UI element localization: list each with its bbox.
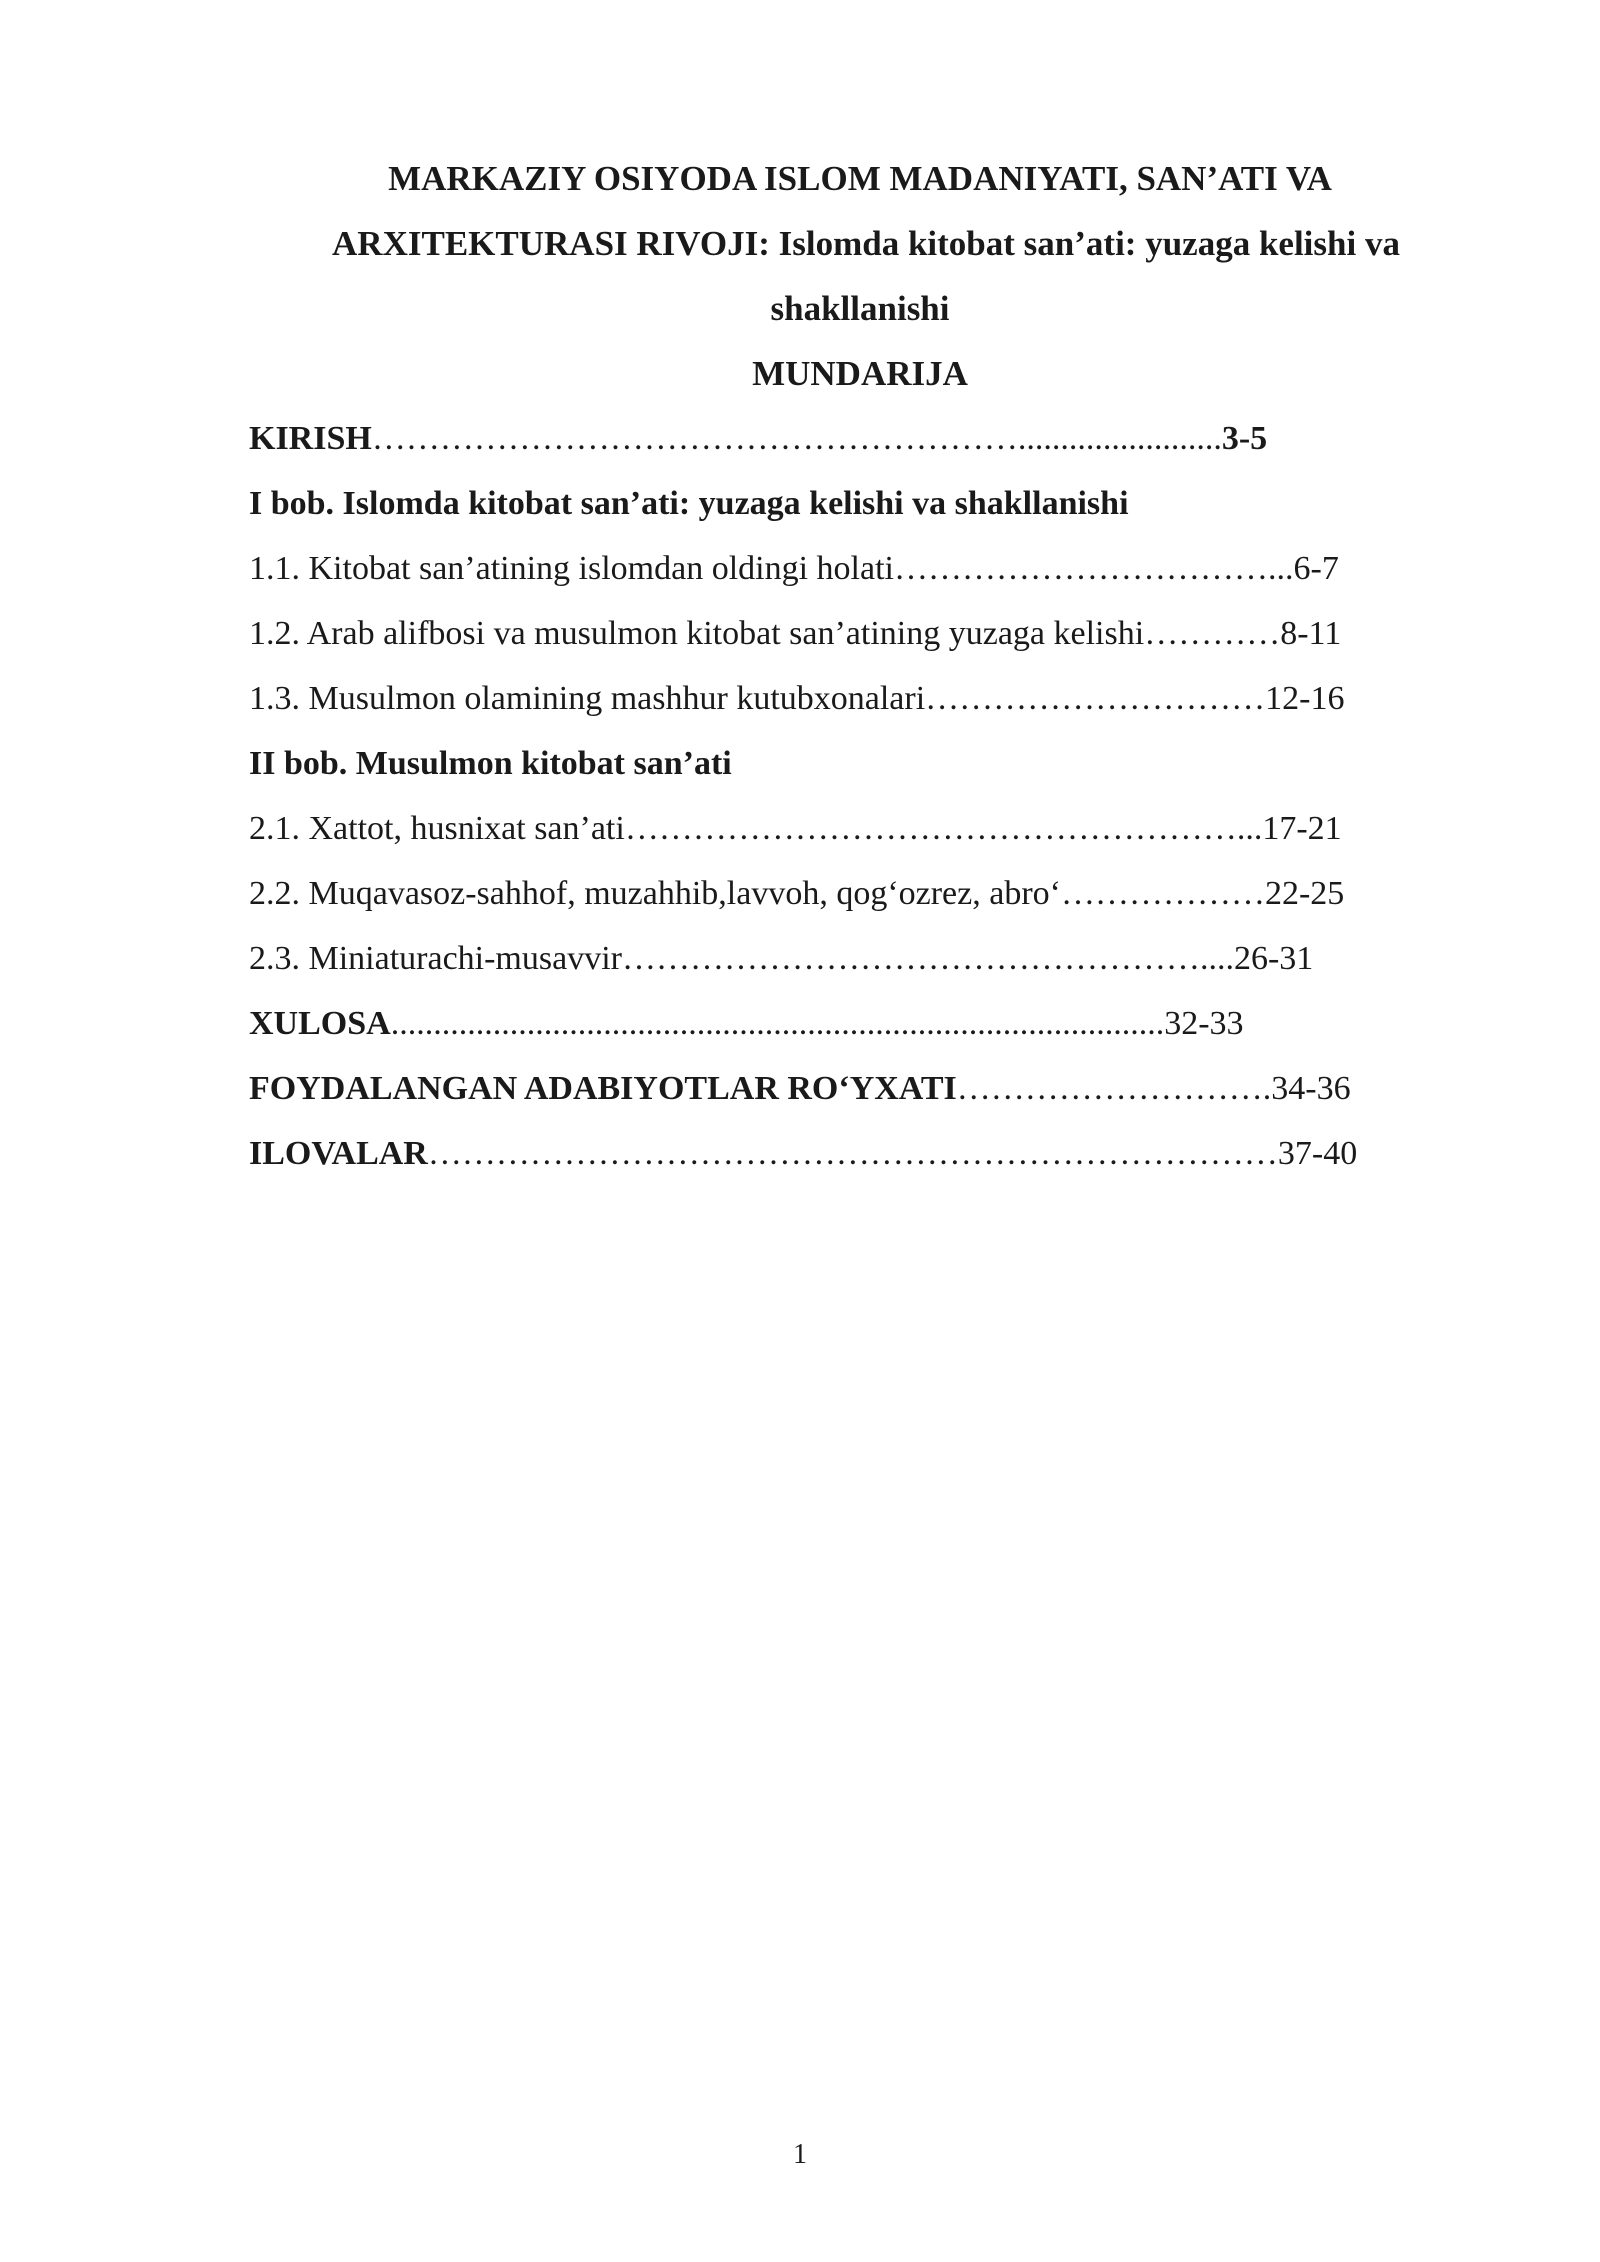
toc-entry-1-2 (249, 601, 1469, 666)
toc-entry-leader: ……………… (1060, 875, 1265, 912)
toc-entry-bibliography (249, 1056, 1469, 1121)
toc-entry-1-3 (249, 666, 1469, 731)
toc-entry-pages: 3-5 (1221, 420, 1268, 457)
toc-entry-title: ILOVALAR (249, 1135, 428, 1172)
toc-entry-pages: 12-16 (1265, 680, 1345, 717)
toc-entry-title: 2.1. Xattot, husnixat san’ati (249, 810, 625, 847)
toc-entry-leader: ………… (1144, 615, 1281, 652)
document-title (240, 146, 1480, 341)
toc-entry-pages: 37-40 (1277, 1135, 1358, 1172)
toc-entry-title: 1.3. Musulmon olamining mashhur kutubxonalari (249, 680, 926, 717)
toc-chapter-1-heading (249, 471, 1469, 536)
toc-entry-leader: …………………………………………….... (621, 940, 1234, 977)
toc-entry-2-2 (249, 861, 1469, 926)
toc-entry-title: 2.3. Miniaturachi-musavvir (249, 940, 622, 977)
toc-entry-pages: 22-25 (1264, 875, 1345, 912)
table-of-contents (249, 406, 1469, 1186)
title-line-3: shakllanishi (770, 289, 950, 328)
toc-entry-xulosa (249, 991, 1469, 1056)
toc-entry-title: FOYDALANGAN ADABIYOTLAR RO‘YXATI (249, 1070, 957, 1107)
toc-entry-pages: 26-31 (1233, 940, 1314, 977)
toc-entry-pages: 17-21 (1262, 810, 1342, 847)
title-line-2: ARXITEKTURASI RIVOJI: Islomda kitobat san’ati: yuzaga kelishi va (332, 224, 1400, 263)
toc-entry-title: 2.2. Muqavasoz-sahhof, muzahhib,lavvoh, qog‘ozrez, abro‘ (249, 875, 1061, 912)
toc-entry-leader: ……………………………... (894, 550, 1294, 587)
toc-entry-title: II bob. Musulmon kitobat san’ati (249, 745, 732, 782)
toc-entry-pages: 32-33 (1164, 1005, 1244, 1042)
title-line-1: MARKAZIY OSIYODA ISLOM MADANIYATI, SAN’ATI VA (388, 159, 1332, 198)
page-number: 1 (793, 2139, 807, 2170)
toc-entry-leader: ........................................................................................... (390, 1005, 1165, 1042)
toc-chapter-2-heading (249, 731, 1469, 796)
toc-entry-pages: 6-7 (1293, 550, 1339, 587)
toc-entry-2-1 (249, 796, 1469, 861)
toc-entry-leader: ………………………… (925, 680, 1266, 717)
toc-entry-leader: ………………………. (956, 1070, 1272, 1107)
toc-entry-appendices (249, 1121, 1469, 1186)
toc-entry-leader: ………………………………………………... (624, 810, 1263, 847)
toc-entry-title: I bob. Islomda kitobat san’ati: yuzaga kelishi va shakllanishi (249, 485, 1129, 522)
toc-entry-2-3 (249, 926, 1469, 991)
toc-entry-pages: 34-36 (1271, 1070, 1351, 1107)
toc-entry-leader: ………………………………………………………………… (427, 1135, 1278, 1172)
toc-entry-kirish (249, 406, 1469, 471)
toc-entry-title: 1.2. Arab alifbosi va musulmon kitobat san’atining yuzaga kelishi (249, 615, 1145, 652)
toc-entry-1-1 (249, 536, 1469, 601)
toc-entry-pages: 8-11 (1280, 615, 1342, 652)
toc-entry-title: 1.1. Kitobat san’atining islomdan oldingi holati (249, 550, 894, 587)
toc-entry-title: XULOSA (249, 1005, 391, 1042)
toc-entry-leader: …………………………………………………........................ (371, 420, 1222, 457)
table-of-contents-heading: MUNDARIJA (752, 354, 968, 393)
toc-entry-title: KIRISH (249, 420, 372, 457)
